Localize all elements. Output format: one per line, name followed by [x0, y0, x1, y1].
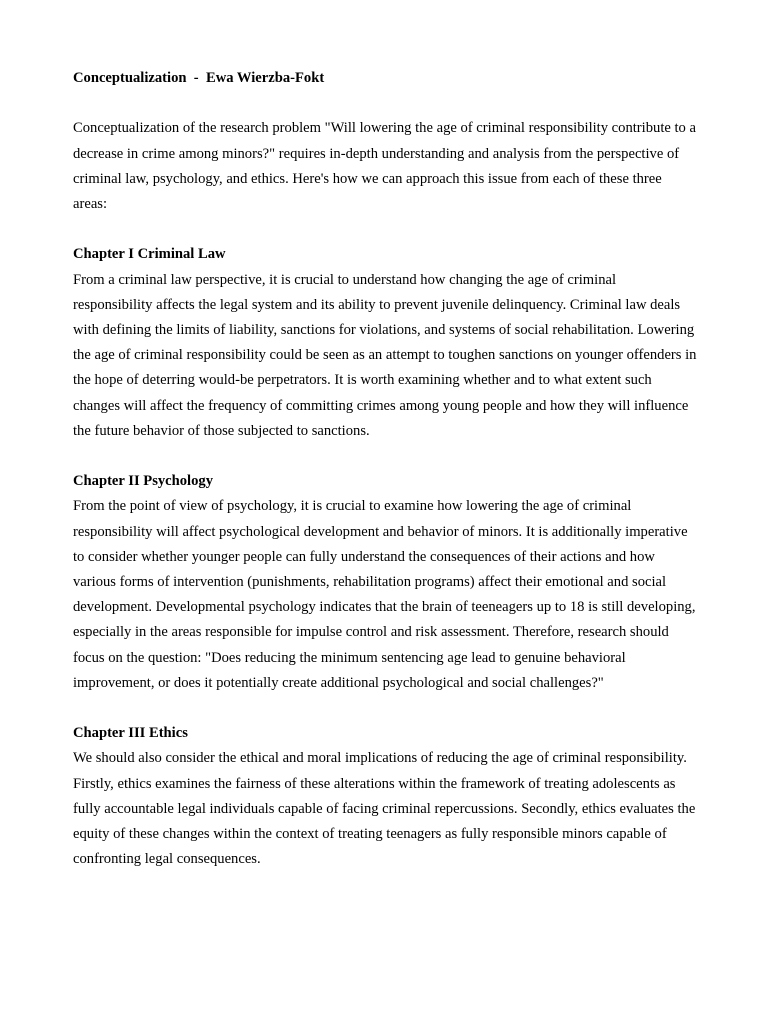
- chapter-body: We should also consider the ethical and moral implications of reducing the age of criminal responsibility. Firstly, ethics examines the fairness of these alterations within the framework of treating adolescents as fully accountable legal individuals capable of facing criminal repercussions. Secondly, ethics evaluates the equity of these changes within the context of treating teenagers as fully responsible minors capable of confronting legal consequences.: [73, 750, 696, 868]
- chapter-ethics: [73, 721, 697, 872]
- chapter-body: From the point of view of psychology, it is crucial to examine how lowering the age of criminal responsibility will affect psychological development and behavior of minors. It is additionally imperative to consider whether younger people can fully understand the consequences of their actions and how various forms of intervention (punishments, rehabilitation programs) affect their emotional and social development. Developmental psychology indicates that the brain of teeneagers up to 18 is still developing, especially in the areas responsible for impulse control and risk assessment. Therefore, research should focus on the question: "Does reducing the minimum sentencing age lead to genuine behavioral improvement, or does it potentially create additional psychological and social challenges?": [73, 498, 696, 691]
- chapter-heading: Chapter I Criminal Law: [73, 246, 226, 263]
- chapter-criminal-law: [73, 242, 697, 444]
- document-title: Conceptualization - Ewa Wierzba-Fokt: [73, 70, 325, 86]
- chapter-body: From a criminal law perspective, it is crucial to understand how changing the age of criminal responsibility affects the legal system and its ability to prevent juvenile delinquency. Criminal law deals with defining the limits of liability, sanctions for violations, and systems of social rehabilitation. Lowering the age of criminal responsibility could be seen as an attempt to toughen sanctions on younger offenders in the hope of deterring would-be perpetrators. It is worth examining whether and to what extent such changes will affect the frequency of committing crimes among young people and how they will influence the future behavior of those subjected to sanctions.: [73, 271, 697, 439]
- chapter-heading: Chapter III Ethics: [73, 725, 188, 742]
- intro-paragraph: Conceptualization of the research problem "Will lowering the age of criminal responsibility contribute to a decrease in crime among minors?" requires in-depth understanding and analysis from the perspective of criminal law, psychology, and ethics. Here's how we can approach this issue from each of these three areas:: [73, 120, 696, 212]
- chapter-psychology: [73, 469, 697, 696]
- document-page: [73, 66, 697, 872]
- chapter-heading: Chapter II Psychology: [73, 473, 214, 490]
